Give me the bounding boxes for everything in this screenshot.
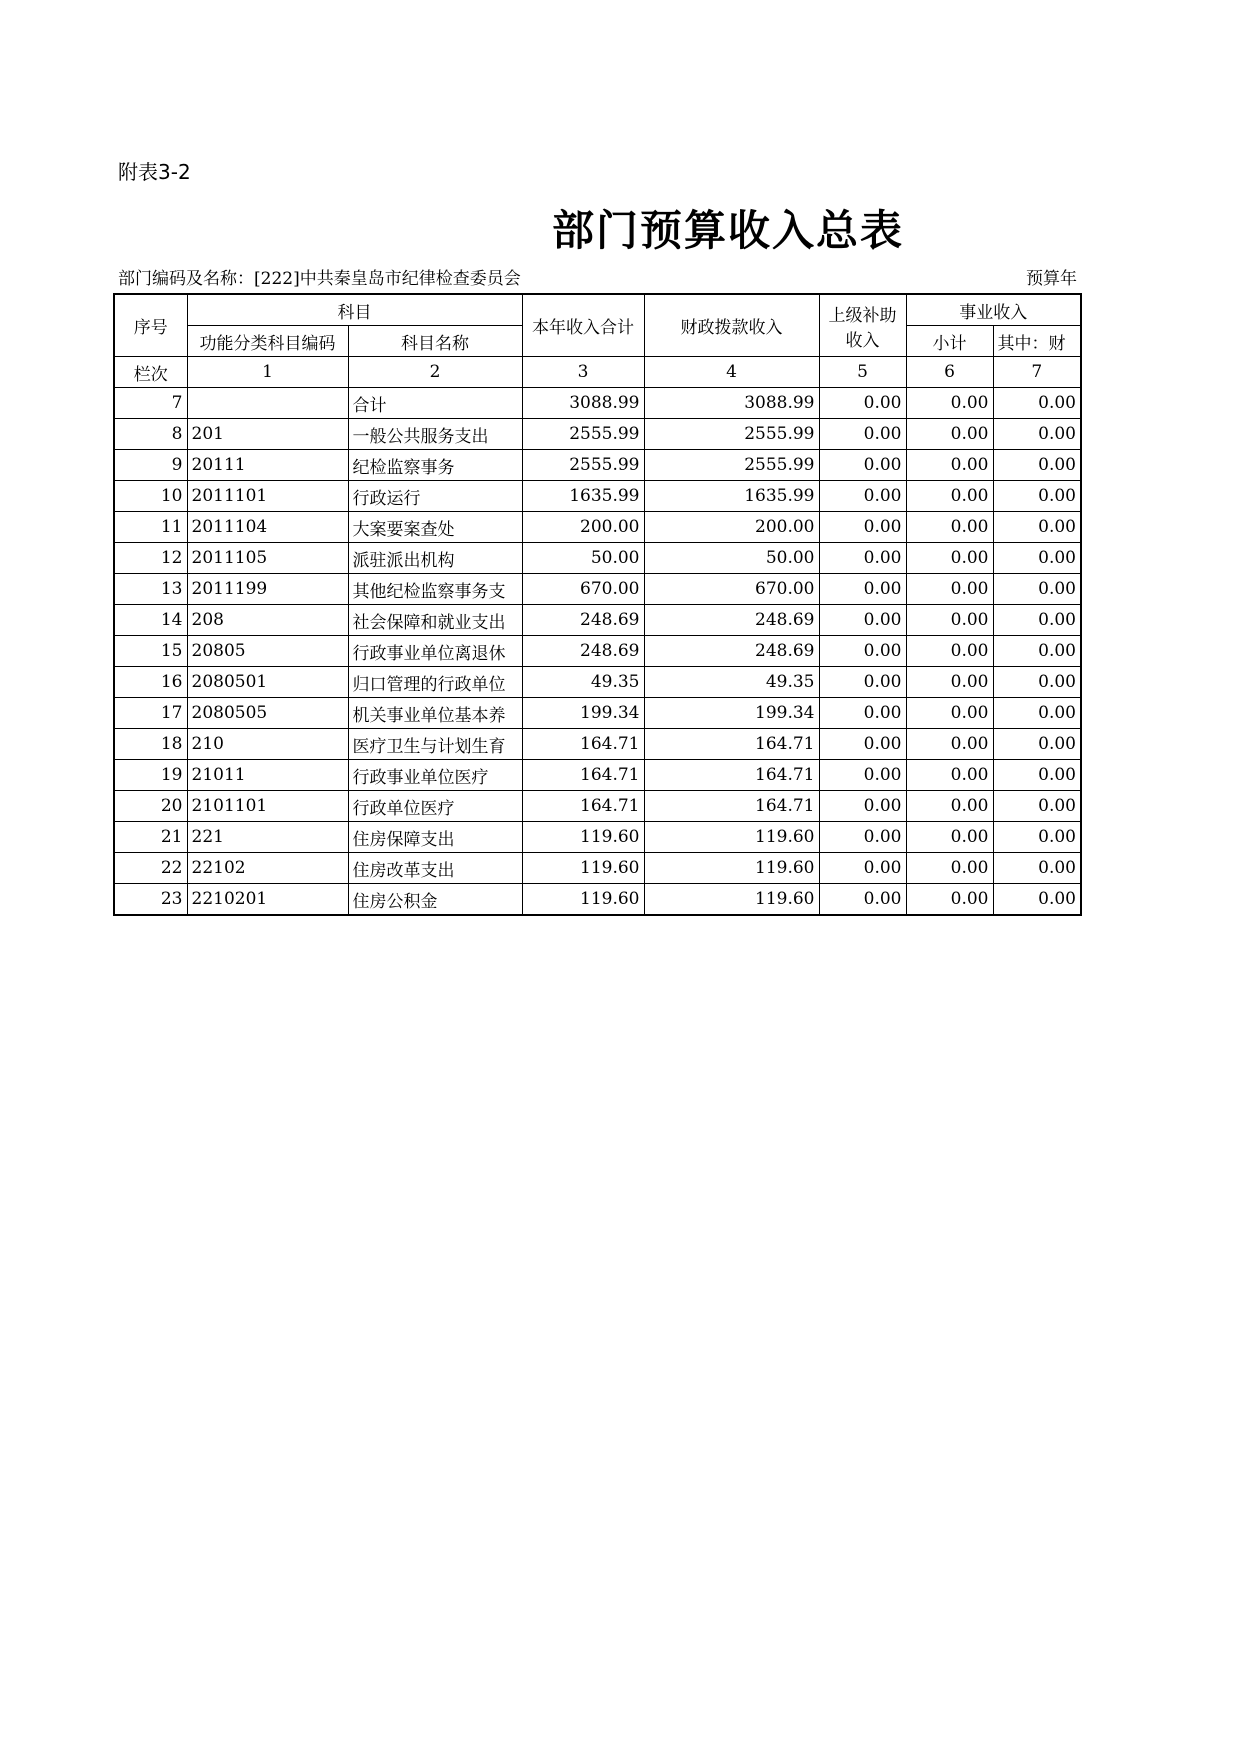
column-number: 4 — [644, 357, 819, 388]
cell-name: 住房保障支出 — [348, 822, 522, 853]
cell-of: 0.00 — [993, 605, 1081, 636]
cell-seq: 21 — [114, 822, 187, 853]
header-name: 科目名称 — [348, 326, 522, 357]
cell-sub: 0.00 — [906, 636, 993, 667]
cell-upper: 0.00 — [819, 605, 906, 636]
cell-sub: 0.00 — [906, 853, 993, 884]
cell-fiscal: 49.35 — [644, 667, 819, 698]
cell-name: 合计 — [348, 388, 522, 419]
cell-name: 大案要案查处 — [348, 512, 522, 543]
cell-sub: 0.00 — [906, 760, 993, 791]
cell-of: 0.00 — [993, 419, 1081, 450]
cell-name: 纪检监察事务 — [348, 450, 522, 481]
cell-total: 200.00 — [522, 512, 644, 543]
cell-total: 119.60 — [522, 884, 644, 916]
cell-code: 2101101 — [187, 791, 348, 822]
header-of-which: 其中：财 — [993, 326, 1081, 357]
cell-of: 0.00 — [993, 822, 1081, 853]
cell-total: 119.60 — [522, 822, 644, 853]
table-row — [114, 791, 1081, 822]
cell-upper: 0.00 — [819, 512, 906, 543]
cell-seq: 12 — [114, 543, 187, 574]
cell-code: 208 — [187, 605, 348, 636]
cell-fiscal: 50.00 — [644, 543, 819, 574]
cell-of: 0.00 — [993, 729, 1081, 760]
cell-code — [187, 388, 348, 419]
department-label: 部门编码及名称：[222]中共秦皇岛市纪律检查委员会 — [118, 269, 521, 289]
cell-upper: 0.00 — [819, 729, 906, 760]
column-number: 2 — [348, 357, 522, 388]
header-upper-line2: 收入 — [845, 330, 880, 351]
cell-sub: 0.00 — [906, 419, 993, 450]
cell-total: 50.00 — [522, 543, 644, 574]
cell-seq: 23 — [114, 884, 187, 916]
cell-code: 2011105 — [187, 543, 348, 574]
cell-of: 0.00 — [993, 791, 1081, 822]
cell-fiscal: 119.60 — [644, 822, 819, 853]
cell-code: 20805 — [187, 636, 348, 667]
cell-upper: 0.00 — [819, 574, 906, 605]
cell-code: 2011101 — [187, 481, 348, 512]
cell-sub: 0.00 — [906, 605, 993, 636]
cell-seq: 20 — [114, 791, 187, 822]
header-subtotal: 小计 — [906, 326, 993, 357]
cell-fiscal: 3088.99 — [644, 388, 819, 419]
cell-upper: 0.00 — [819, 636, 906, 667]
column-number: 6 — [906, 357, 993, 388]
cell-sub: 0.00 — [906, 791, 993, 822]
cell-code: 2080501 — [187, 667, 348, 698]
cell-name: 一般公共服务支出 — [348, 419, 522, 450]
cell-total: 164.71 — [522, 729, 644, 760]
cell-seq: 7 — [114, 388, 187, 419]
cell-code: 201 — [187, 419, 348, 450]
cell-code: 21011 — [187, 760, 348, 791]
cell-upper: 0.00 — [819, 543, 906, 574]
cell-total: 3088.99 — [522, 388, 644, 419]
cell-total: 199.34 — [522, 698, 644, 729]
table-row — [114, 574, 1081, 605]
cell-name: 行政运行 — [348, 481, 522, 512]
cell-fiscal: 2555.99 — [644, 419, 819, 450]
table-row — [114, 512, 1081, 543]
cell-seq: 9 — [114, 450, 187, 481]
cell-upper: 0.00 — [819, 419, 906, 450]
cell-of: 0.00 — [993, 884, 1081, 916]
cell-seq: 13 — [114, 574, 187, 605]
cell-of: 0.00 — [993, 760, 1081, 791]
header-subject: 科目 — [187, 294, 522, 326]
cell-of: 0.00 — [993, 481, 1081, 512]
header-seq: 序号 — [114, 294, 187, 357]
cell-sub: 0.00 — [906, 698, 993, 729]
cell-fiscal: 248.69 — [644, 605, 819, 636]
cell-name: 行政事业单位医疗 — [348, 760, 522, 791]
header-upper — [819, 294, 906, 357]
cell-upper: 0.00 — [819, 791, 906, 822]
cell-seq: 10 — [114, 481, 187, 512]
cell-upper: 0.00 — [819, 760, 906, 791]
cell-code: 2011104 — [187, 512, 348, 543]
cell-of: 0.00 — [993, 512, 1081, 543]
cell-name: 其他纪检监察事务支 — [348, 574, 522, 605]
cell-total: 164.71 — [522, 791, 644, 822]
table-row — [114, 543, 1081, 574]
cell-seq: 22 — [114, 853, 187, 884]
table-row — [114, 388, 1081, 419]
cell-fiscal: 1635.99 — [644, 481, 819, 512]
cell-fiscal: 164.71 — [644, 760, 819, 791]
cell-upper: 0.00 — [819, 822, 906, 853]
cell-of: 0.00 — [993, 636, 1081, 667]
cell-total: 119.60 — [522, 853, 644, 884]
cell-upper: 0.00 — [819, 853, 906, 884]
cell-code: 20111 — [187, 450, 348, 481]
cell-upper: 0.00 — [819, 884, 906, 916]
table-row — [114, 419, 1081, 450]
cell-sub: 0.00 — [906, 822, 993, 853]
cell-fiscal: 164.71 — [644, 791, 819, 822]
cell-seq: 18 — [114, 729, 187, 760]
cell-code: 2210201 — [187, 884, 348, 916]
cell-sub: 0.00 — [906, 729, 993, 760]
table-row — [114, 636, 1081, 667]
table-row — [114, 450, 1081, 481]
page-title: 部门预算收入总表 — [551, 206, 904, 255]
cell-name: 行政事业单位离退休 — [348, 636, 522, 667]
cell-fiscal: 119.60 — [644, 853, 819, 884]
cell-seq: 17 — [114, 698, 187, 729]
cell-total: 49.35 — [522, 667, 644, 698]
cell-seq: 14 — [114, 605, 187, 636]
cell-fiscal: 200.00 — [644, 512, 819, 543]
budget-year-label: 预算年 — [1026, 269, 1077, 289]
cell-sub: 0.00 — [906, 574, 993, 605]
cell-upper: 0.00 — [819, 667, 906, 698]
table-row — [114, 853, 1081, 884]
cell-sub: 0.00 — [906, 450, 993, 481]
table-row — [114, 760, 1081, 791]
table-row — [114, 822, 1081, 853]
cell-name: 归口管理的行政单位 — [348, 667, 522, 698]
cell-name: 住房公积金 — [348, 884, 522, 916]
column-number: 3 — [522, 357, 644, 388]
cell-fiscal: 199.34 — [644, 698, 819, 729]
cell-sub: 0.00 — [906, 481, 993, 512]
cell-name: 社会保障和就业支出 — [348, 605, 522, 636]
header-fiscal: 财政拨款收入 — [644, 294, 819, 357]
cell-code: 210 — [187, 729, 348, 760]
cell-code: 221 — [187, 822, 348, 853]
cell-sub: 0.00 — [906, 388, 993, 419]
table-row — [114, 884, 1081, 916]
column-number-label: 栏次 — [114, 357, 187, 388]
cell-seq: 11 — [114, 512, 187, 543]
cell-sub: 0.00 — [906, 884, 993, 916]
cell-upper: 0.00 — [819, 388, 906, 419]
cell-code: 22102 — [187, 853, 348, 884]
header-total: 本年收入合计 — [522, 294, 644, 357]
cell-fiscal: 164.71 — [644, 729, 819, 760]
header-upper-line1: 上级补助 — [828, 305, 897, 326]
column-number-row — [114, 357, 1081, 388]
cell-total: 248.69 — [522, 636, 644, 667]
cell-total: 1635.99 — [522, 481, 644, 512]
cell-of: 0.00 — [993, 450, 1081, 481]
cell-fiscal: 670.00 — [644, 574, 819, 605]
table-row — [114, 698, 1081, 729]
column-number: 7 — [993, 357, 1081, 388]
cell-code: 2080505 — [187, 698, 348, 729]
cell-seq: 19 — [114, 760, 187, 791]
cell-upper: 0.00 — [819, 450, 906, 481]
cell-upper: 0.00 — [819, 481, 906, 512]
table-row — [114, 667, 1081, 698]
table-row — [114, 481, 1081, 512]
attachment-label: 附表3-2 — [118, 160, 191, 184]
column-number: 5 — [819, 357, 906, 388]
cell-seq: 15 — [114, 636, 187, 667]
cell-name: 派驻派出机构 — [348, 543, 522, 574]
cell-total: 2555.99 — [522, 450, 644, 481]
cell-sub: 0.00 — [906, 543, 993, 574]
cell-of: 0.00 — [993, 853, 1081, 884]
cell-of: 0.00 — [993, 667, 1081, 698]
cell-of: 0.00 — [993, 543, 1081, 574]
cell-total: 2555.99 — [522, 419, 644, 450]
header-business-income: 事业收入 — [906, 294, 1081, 326]
cell-name: 住房改革支出 — [348, 853, 522, 884]
cell-name: 行政单位医疗 — [348, 791, 522, 822]
cell-fiscal: 2555.99 — [644, 450, 819, 481]
cell-seq: 8 — [114, 419, 187, 450]
cell-total: 670.00 — [522, 574, 644, 605]
cell-name: 医疗卫生与计划生育 — [348, 729, 522, 760]
cell-name: 机关事业单位基本养 — [348, 698, 522, 729]
header-code: 功能分类科目编码 — [187, 326, 348, 357]
cell-fiscal: 119.60 — [644, 884, 819, 916]
table-row — [114, 605, 1081, 636]
cell-of: 0.00 — [993, 388, 1081, 419]
cell-fiscal: 248.69 — [644, 636, 819, 667]
table-row — [114, 729, 1081, 760]
cell-seq: 16 — [114, 667, 187, 698]
cell-sub: 0.00 — [906, 667, 993, 698]
column-number: 1 — [187, 357, 348, 388]
budget-income-table — [113, 293, 1082, 916]
cell-total: 164.71 — [522, 760, 644, 791]
cell-total: 248.69 — [522, 605, 644, 636]
cell-sub: 0.00 — [906, 512, 993, 543]
cell-upper: 0.00 — [819, 698, 906, 729]
cell-of: 0.00 — [993, 698, 1081, 729]
cell-of: 0.00 — [993, 574, 1081, 605]
cell-code: 2011199 — [187, 574, 348, 605]
